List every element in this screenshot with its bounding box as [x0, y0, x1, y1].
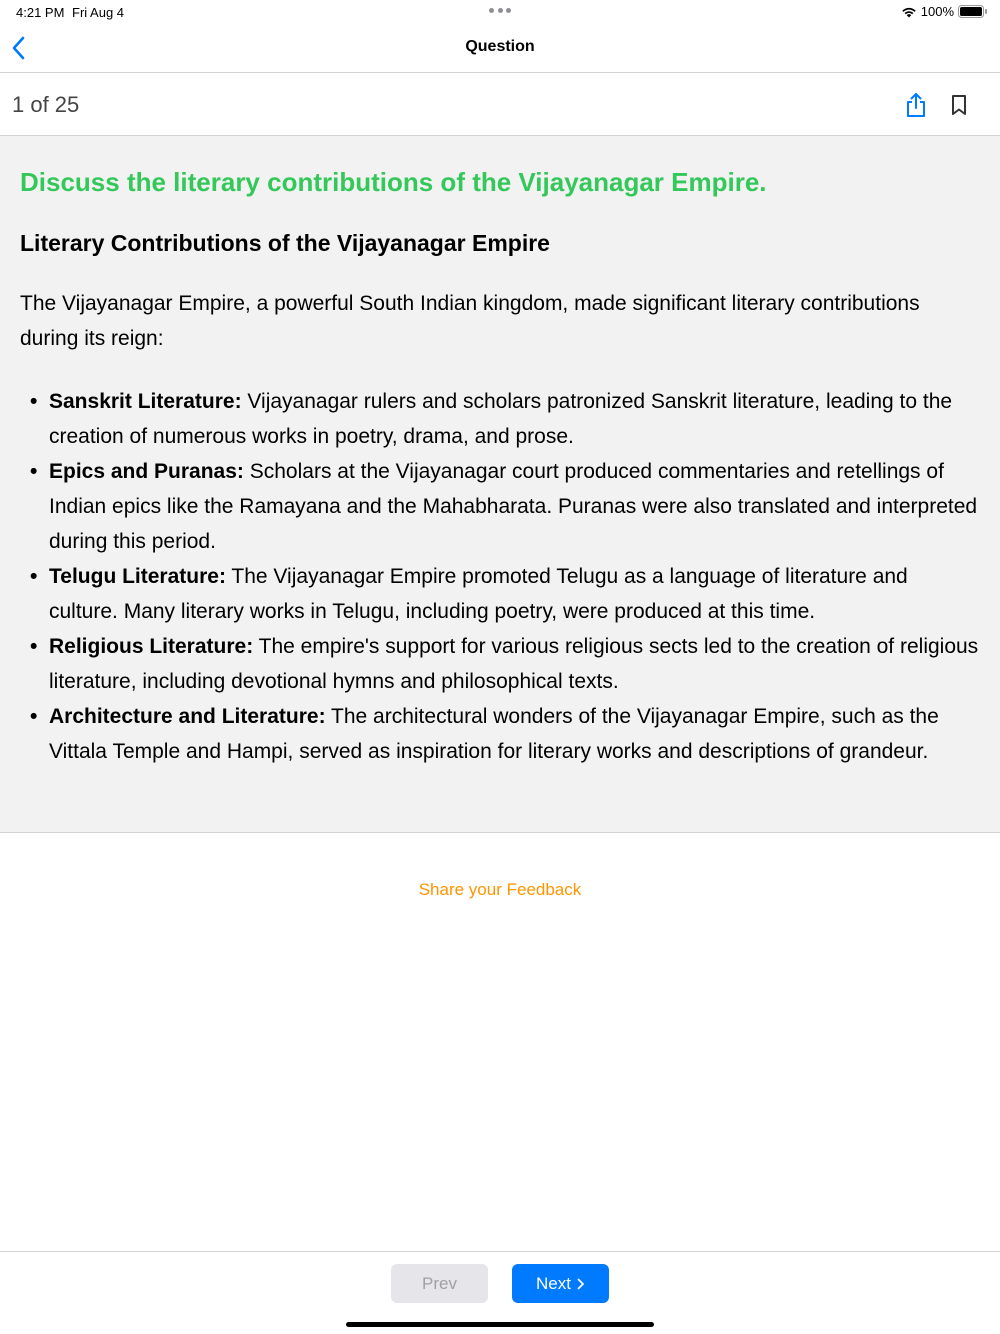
list-item-text: The architectural wonders of the Vijayanagar Empire, such as the Vittala Temple and Hampi, served as inspiration for literary works and descriptions of grandeur.	[49, 705, 939, 763]
list-item	[30, 699, 980, 769]
question-counter: 1 of 25	[12, 92, 80, 117]
share-feedback-link[interactable]: Share your Feedback	[418, 880, 582, 899]
list-item-text: The empire's support for various religious sects led to the creation of religious literature, including devotional hymns and philosophical texts.	[49, 635, 979, 693]
nav-title: Question	[465, 38, 535, 55]
wifi-icon	[901, 6, 917, 18]
answer-heading: Literary Contributions of the Vijayanagar Empire	[20, 230, 550, 256]
home-indicator	[346, 1322, 654, 1327]
list-item	[30, 384, 980, 454]
status-time: 4:21 PM	[16, 5, 65, 20]
status-date: Fri Aug 4	[72, 5, 125, 20]
battery-percent: 100%	[920, 4, 954, 19]
list-item-text: Scholars at the Vijayanagar court produced commentaries and retellings of Indian epics like the Ramayana and the Mahabharata. Puranas were also translated and interpreted during this period.	[49, 460, 978, 553]
list-item-term: Architecture and Literature:	[49, 705, 326, 728]
list-item-text: Vijayanagar rulers and scholars patronized Sanskrit literature, leading to the creation of numerous works in poetry, drama, and prose.	[49, 390, 953, 448]
chevron-right-icon	[577, 1278, 585, 1290]
battery-icon	[958, 5, 988, 18]
bottom-navigation	[0, 1251, 1000, 1334]
list-item	[30, 454, 980, 559]
contribution-list	[20, 384, 980, 769]
list-item-text: The Vijayanagar Empire promoted Telugu as a language of literature and culture. Many literary works in Telugu, including poetry, were produced at this time.	[49, 565, 908, 623]
status-right	[901, 4, 988, 19]
multitasking-dots-icon[interactable]	[489, 8, 511, 14]
list-item-term: Religious Literature:	[49, 635, 254, 658]
list-item	[30, 559, 980, 629]
answer-intro: The Vijayanagar Empire, a powerful South Indian kingdom, made significant literary contributions during its reign:	[20, 292, 920, 350]
next-button[interactable]	[512, 1264, 609, 1303]
navigation-bar	[0, 24, 1000, 73]
list-item-term: Epics and Puranas:	[49, 460, 244, 483]
answer-content	[0, 136, 1000, 833]
prev-button[interactable]: Prev	[391, 1264, 488, 1303]
share-icon[interactable]	[904, 91, 928, 119]
question-toolbar	[0, 73, 1000, 136]
status-bar	[0, 0, 1000, 24]
list-item-term: Sanskrit Literature:	[49, 390, 242, 413]
bookmark-icon[interactable]	[948, 93, 970, 117]
list-item	[30, 629, 980, 699]
next-button-label: Next	[536, 1273, 571, 1293]
list-item-term: Telugu Literature:	[49, 565, 226, 588]
question-title: Discuss the literary contributions of the Vijayanagar Empire.	[20, 167, 767, 197]
